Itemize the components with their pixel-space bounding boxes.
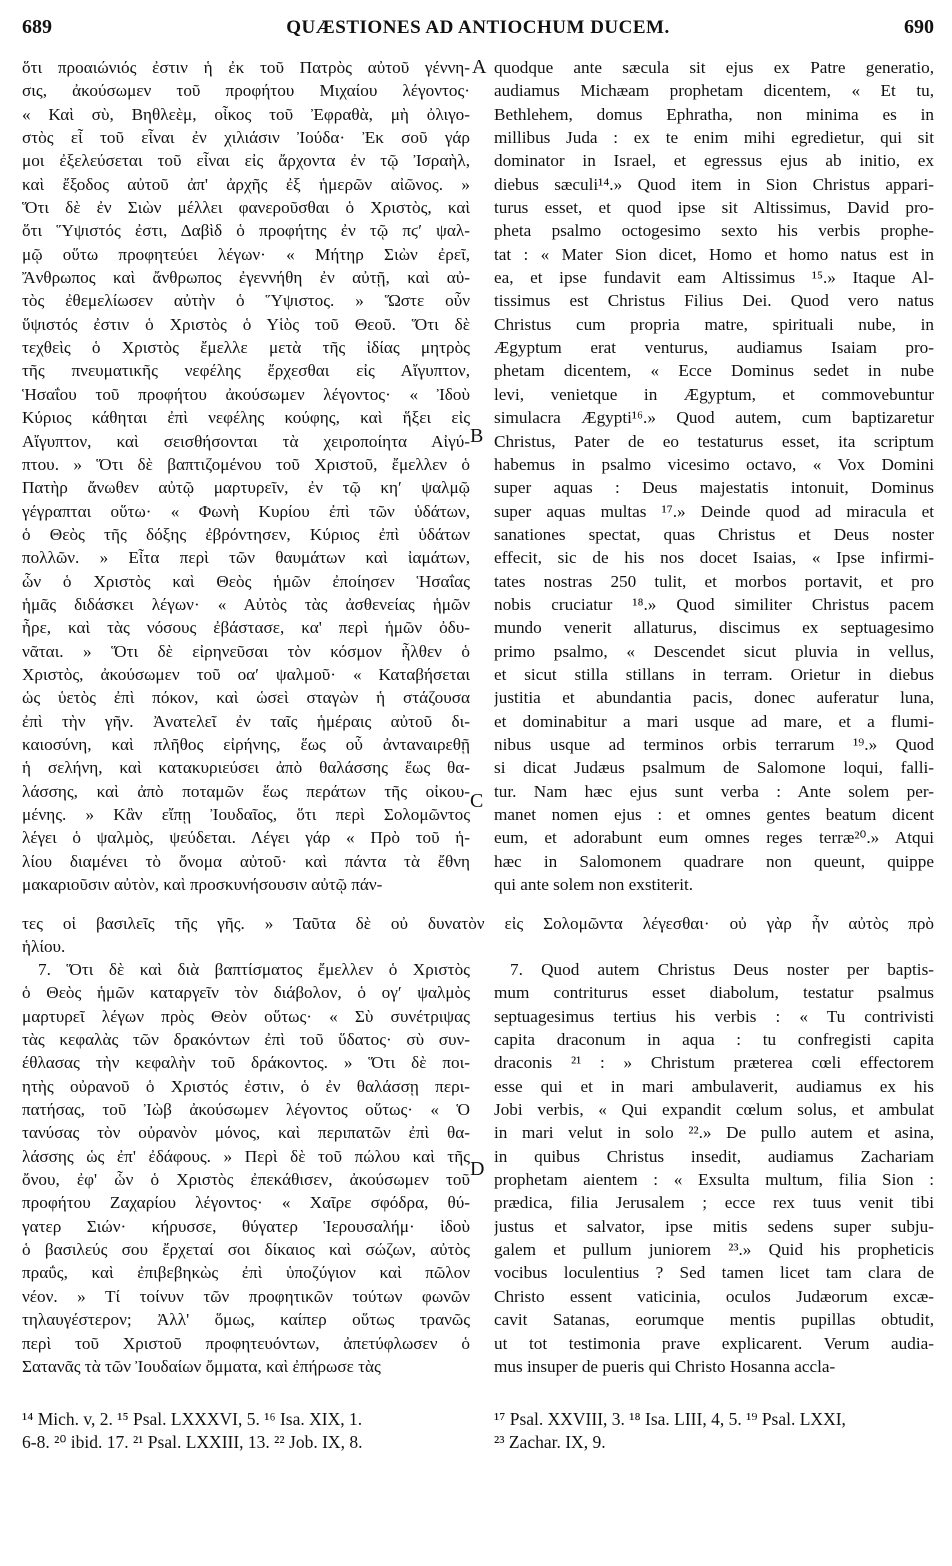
text-line: λίου διαμένει τὸ ὄνομα αὐτοῦ· καὶ πάντα τὰ ἔθνη [22,851,470,871]
text-line: manet nomen ejus : et omnes gentes beatum dicent [494,805,934,824]
text-line: ἐπὶ τὴν γῆν. Ἀνατελεῖ ἐν ταῖς ἡμέραις αὐτοῦ δι- [22,711,470,731]
text-line: ὅτι Ὕψιστός ἐστι, Δαβὶδ ὁ προφήτης ἐν τῷ πϛʹ ψαλ- [22,221,470,241]
text-line: in quibus Christus insedit, audiamus Zachariam [494,1146,934,1166]
text-line: μοι ἐξελεύσεται τοῦ εἶναι εἰς ἄρχοντα ἐν τῷ Ἰσραὴλ, [22,151,470,171]
text-line: Κύριος κάθηται ἐπὶ νεφέλης κούφης, καὶ ἥξει εἰς [22,408,470,428]
margin-marker-d: D [470,1158,485,1180]
text-line: prophetam aientem : « Exsulta multum, filia Sion : [494,1170,934,1190]
text-line: ὁ βασιλεύς σου ἔρχεταί σοι δίκαιος καὶ σώζων, αὐτὸς [22,1240,470,1260]
text-line: super aquas : Deus majestatis intonuit, Dominus [494,478,934,498]
text-line: μῷ οὕτω προφητεύει λέγων· « Μήτηρ Σιὼν ἐρεῖ, [22,244,470,264]
running-title: QUÆSTIONES AD ANTIOCHUM DUCEM. [286,17,670,38]
text-line: hæc in Salomonem quadrare non queunt, quippe [494,851,934,871]
text-line: καὶ ἔξοδος αὐτοῦ ἀπ' ἀρχῆς ἐξ ἡμερῶν αἰῶνος. » [22,174,470,194]
latin-column-section-7 [494,958,934,1378]
text-line: tissimus est Christus Filius Dei. Quod vero natus [494,291,934,311]
text-line: προφήτου Ζαχαρίου λέγοντος· « Χαῖρε σφόδρα, θύ- [22,1193,470,1213]
text-line: ἡλίου. [22,937,66,957]
text-line: justus et salvator, ipse mitis sedens super subju- [494,1216,934,1236]
text-line: Ὅτι δὲ ἐν Σιὼν μέλλει φανεροῦσθαι ὁ Χριστὸς, καὶ [22,198,470,218]
text-line: μένης. » Κἂν εἴπῃ Ἰουδαῖος, ὅτι περὶ Σολομῶντος [22,805,470,824]
text-line: Bethlehem, domus Ephratha, non minima es in [494,104,934,124]
text-line: pheta psalmo octogesimo sexto his verbis prophe- [494,221,934,241]
text-line: diebus sæculi¹⁴.» Quod item in Sion Christus appari- [494,174,934,194]
text-line: tat : « Mater Sion dicet, Homo et homo natus est in [494,244,934,264]
margin-marker-b: B [470,425,484,447]
text-line: ὁ Θεὸς ἡμῶν καταργεῖν τὸν διάβολον, ὁ ογʹ ψαλμὸς [22,983,470,1003]
text-line: ὄνου, ἐφ' ὧν ὁ Χριστὸς ἐπεκάθισεν, ἀκούσωμεν τοῦ [22,1170,470,1190]
text-line: si dicat Judæus psalmum de Salomone loqui, falli- [494,758,934,778]
text-line: νέον. » Τί τοίνυν τῶν προφητικῶν τούτων φωνῶν [22,1286,470,1306]
text-line: nobis cruciatur ¹⁸.» Quod similiter Christus pacem [494,594,934,614]
text-line: ea, et ipse fundavit eam Altissimus ¹⁵.» Itaque Al- [494,268,934,288]
margin-marker-c: C [470,790,484,812]
text-line: draconis ²¹ : » Christum præterea cœli effectorem [494,1053,934,1073]
text-line: dominator in Israel, et egressus ejus ab initio, ex [494,151,934,171]
text-line: ὁ Θεὸς τῆς δόξης ἐβρόντησεν, Κύριος ἐπὶ ὑδάτων [22,524,470,544]
text-line: σις, ἀκούσωμεν τοῦ προφήτου Μιχαίου λέγοντος· [22,81,470,101]
text-line: λάσσης ὡς ἐπ' ἐδάφους. » Περὶ δὲ τοῦ πώλου καὶ τῆς [22,1146,470,1166]
greek-spanning-text [22,912,934,959]
text-line: qui ante solem non exstiterit. [494,875,694,895]
right-page-number: 690 [904,16,934,38]
text-line: Πατὴρ ἄνωθεν αὐτῷ μαρτυρεῖν, ἐν τῷ κηʹ ψαλμῷ [22,478,470,498]
text-line: habemus in psalmo vicesimo octavo, « Vox Domini [494,454,934,474]
text-line: sanationes spectat, quas Christus et Deus noster [494,524,934,544]
text-line: 7. Ὅτι δὲ καὶ διὰ βαπτίσματος ἔμελλεν ὁ Χριστὸς [38,960,470,979]
text-line: πατήσας, τοῦ Ἰὼβ ἀκούσωμεν λέγοντος οὕτως· « Ὁ [22,1100,470,1120]
text-line: τὰς κεφαλὰς τῶν δρακόντων ἐπὶ τοῦ ὕδατος· σὺ συν- [22,1030,470,1050]
text-line: λάσσης, καὶ ἀπὸ ποταμῶν ἕως περάτων τῆς οἰκου- [22,781,470,801]
footnote-line: ¹⁷ Psal. XXVIII, 3. ¹⁸ Isa. LIII, 4, 5. ¹⁹ Psal. LXXI, [494,1409,846,1429]
text-line: phetam dicentem, « Ecce Dominus sedet in nube [494,361,934,381]
text-line: super aquas multas ¹⁷.» Deinde quod ad miracula et [494,501,934,521]
text-line: capita draconum in aqua : tu confregisti capita [494,1030,934,1050]
text-line: tur. Nam hæc ejus sunt verba : Ante solem per- [494,781,934,801]
margin-marker-a: A [472,56,487,78]
text-line: περὶ τοῦ Χριστοῦ προφητευόντων, ἀπετύφλωσεν ὁ [22,1333,470,1353]
text-line: τεχθεὶς ὁ Χριστὸς ἔμελλε μετὰ τῆς ἰδίας μητρὸς [22,338,470,358]
text-line: στὸς εἶ τοῦ εἶναι ἐν χιλιάσιν Ἰούδα· Ἐκ σοῦ γάρ [22,128,470,148]
text-line: audiamus Michæam prophetam dicentem, « Et tu, [494,81,934,101]
text-line: Χριστὸς, ἀκούσωμεν τοῦ οαʹ ψαλμοῦ· « Καταβήσεται [22,664,470,684]
footnotes-left [22,1408,472,1454]
latin-column-top [494,56,934,896]
text-line: τὸς ἐθεμελίωσεν αὐτὴν ὁ Ὕψιστος. » Ὥστε οὖν [22,291,470,311]
footnote-line: ¹⁴ Mich. v, 2. ¹⁵ Psal. LXXXVI, 5. ¹⁶ Isa. XIX, 1. [22,1409,363,1429]
text-line: mus insuper de pueris qui Christo Hosanna accla- [494,1356,836,1376]
text-line: πτου. » Ὅτι δὲ βαπτιζομένου τοῦ Χριστοῦ, ἔμελλεν ὁ [22,454,470,474]
text-line: νᾶται. » Ὅτι δὲ εἰρηνεῦσαι τὸν κόσμον ἦλθεν ὁ [22,641,470,661]
text-line: γατερ Σιών· κήρυσσε, θύγατερ Ἱερουσαλήμ· ἰδοὺ [22,1216,470,1236]
text-line: vocibus loculentius ? Sed tamen licet tam clara de [494,1263,934,1283]
text-line: Christus, Pater de eo testaturus esset, ita scriptum [494,431,934,451]
text-line: γέγραπται οὕτω· « Φωνὴ Κυρίου ἐπὶ τῶν ὑδάτων, [22,501,470,521]
text-line: Ægyptum erat venturus, audiamus Isaiam pro- [494,338,934,358]
text-line: ἦρε, καὶ τὰς νόσους ἐβάστασε, κα' περὶ ἡμῶν ὀδυ- [22,618,470,638]
text-line: et dominabitur a mari usque ad mare, et a flumi- [494,711,934,731]
text-line: Christo essent vaticinia, oculos Judæorum excæ- [494,1286,934,1306]
text-line: quodque ante sæcula sit ejus ex Patre generatio, [494,58,934,77]
text-line: τες οἱ βασιλεῖς τῆς γῆς. » Ταῦτα δὲ οὐ δυνατὸν εἰς Σολομῶντα λέγεσθαι· οὐ γὰρ ἦν αὐτὸς πρὸ [22,914,934,933]
text-line: levi, venietque in Ægyptum, et commovebuntur [494,384,934,404]
text-line: Σατανᾶς τὰ τῶν Ἰουδαίων ὄμματα, καὶ ἐπήρωσε τὰς [22,1356,381,1376]
text-line: πολλῶν. » Εἶτα περὶ τῶν θαυμάτων καὶ ἰαμάτων, [22,548,470,568]
footnote-line: ²³ Zachar. IX, 9. [494,1432,606,1452]
footnote-line: 6-8. ²⁰ ibid. 17. ²¹ Psal. LXXIII, 13. ²² Job. IX, 8. [22,1432,363,1452]
text-line: in mari velut in solo ²².» De pullo autem et asina, [494,1123,934,1143]
text-line: ut tot testimonia prave explicarent. Verum audia- [494,1333,934,1353]
greek-column-top [22,56,470,896]
left-page-number: 689 [22,16,52,38]
text-line: ἡ σελήνη, καὶ κατακυριεύσει ἀπὸ θαλάσσης ἕως θα- [22,758,470,778]
text-line: septuagesimus tertius his verbis : « Tu contrivisti [494,1006,934,1026]
text-line: prædica, filia Jerusalem ; ecce rex tuus venit tibi [494,1193,934,1213]
footnotes-right [494,1408,934,1454]
text-line: mum contriturus esset diabolum, testatur psalmus [494,983,934,1003]
text-line: mundo venerit allaturus, discimus ex septuagesimo [494,618,934,638]
text-line: eum, et adorabunt eum omnes reges terræ²⁰.» Atqui [494,828,934,848]
text-line: turus esset, et quod ipse sit Altissimus, David pro- [494,198,934,218]
text-line: Ἡσαΐου τοῦ προφήτου ἀκούσωμεν λέγοντος· « Ἰδοὺ [22,384,470,404]
text-line: galem et pullum juniorem ²³.» Quid his propheticis [494,1240,934,1260]
text-line: tates nostras 250 tulit, et morbos portavit, et pro [494,571,934,591]
text-line: Ἄνθρωπος καὶ ἄνθρωπος ἐγεννήθη ἐν αὐτῇ, καὶ αὐ- [22,268,470,288]
text-line: ὕψιστός ἐστιν ὁ Χριστὸς ὁ Υἱὸς τοῦ Θεοῦ. Ὅτι δὲ [22,314,470,334]
text-line: « Καὶ σὺ, Βηθλεὲμ, οἶκος τοῦ Ἐφραθὰ, μὴ ὀλιγο- [22,104,470,124]
text-line: ὅτι προαιώνιός ἐστιν ἡ ἐκ τοῦ Πατρὸς αὐτοῦ γέννη- [22,58,470,77]
text-line: cavit Satanas, eorumque mentis pupillas obtudit, [494,1310,934,1330]
text-line: μαρτυρεῖ λέγων πρὸς Θεὸν οὕτως· « Σὺ συνέτριψας [22,1006,470,1026]
text-line: μακαριοῦσιν αὐτὸν, καὶ προσκυνήσουσιν αὐτῷ πάν- [22,875,383,895]
text-line: ὡς ὑετὸς ἐπὶ πόκον, καὶ ὡσεὶ σταγὼν ἡ στάζουσα [22,688,470,708]
text-line: ἡμᾶς διδάσκει λέγων· « Αὐτὸς τὰς ἀσθενείας ἡμῶν [22,594,470,614]
text-line: ητὴς οὐρανοῦ ὁ Χριστός ἐστιν, ὁ ἐν θαλάσσῃ περι- [22,1076,470,1096]
text-line: Christus cum propria matre, spirituali nube, in [494,314,934,334]
text-line: millibus Juda : ex te enim mihi egredietur, qui sit [494,128,934,148]
page-header [22,16,934,46]
text-line: τανύσας τὸν οὐρανὸν μόνος, καὶ περιπατῶν ἐπὶ θα- [22,1123,470,1143]
text-line: Αἴγυπτον, καὶ σεισθήσονται τὰ χειροποίητα Αἰγύ- [22,431,470,451]
text-line: τῆς πνευματικῆς νεφέλης ἔρχεσθαι εἰς Αἴγυπτον, [22,361,470,381]
text-line: effecit, sic de his nos docet Isaias, « Ipse infirmi- [494,548,934,568]
text-line: nibus usque ad terminos orbis terrarum ¹⁹.» Quod [494,734,934,754]
text-line: έθλασας τὴν κεφαλὴν τοῦ δράκοντος. » Ὅτι δὲ ποι- [22,1053,470,1073]
text-line: Jobi verbis, « Qui expandit cœlum solus, et ambulat [494,1100,934,1120]
text-line: esse qui et in mari ambulaverit, audiamus ex his [494,1076,934,1096]
text-line: 7. Quod autem Christus Deus noster per baptis- [510,960,934,979]
text-line: justitia et abundantia pacis, donec auferatur luna, [494,688,934,708]
text-line: ὧν ὁ Χριστὸς καὶ Θεὸς ἡμῶν ἐποίησεν Ἡσαΐας [22,571,470,591]
text-line: καιοσύνη, καὶ πλῆθος εἰρήνης, ἕως οὗ ἀνταναιρεθῇ [22,734,470,754]
text-line: primo psalmo, « Descendet sicut pluvia in vellus, [494,641,934,661]
text-line: simulacra Ægypti¹⁶.» Quod autem, cum baptizaretur [494,408,934,428]
text-line: λέγει ὁ ψαλμὸς, ψεύδεται. Λέγει γάρ « Πρὸ τοῦ ἡ- [22,828,470,848]
text-line: πραΰς, καὶ ἐπιβεβηκὼς ἐπὶ ὑποζύγιον καὶ πῶλον [22,1263,470,1283]
text-line: et sicut stilla stillans in terram. Orietur in diebus [494,664,934,684]
text-line: τηλαυγέστερον; Ἀλλ' ὅμως, καίπερ οὕτως τρανῶς [22,1310,470,1330]
greek-column-section-7 [22,958,470,1378]
